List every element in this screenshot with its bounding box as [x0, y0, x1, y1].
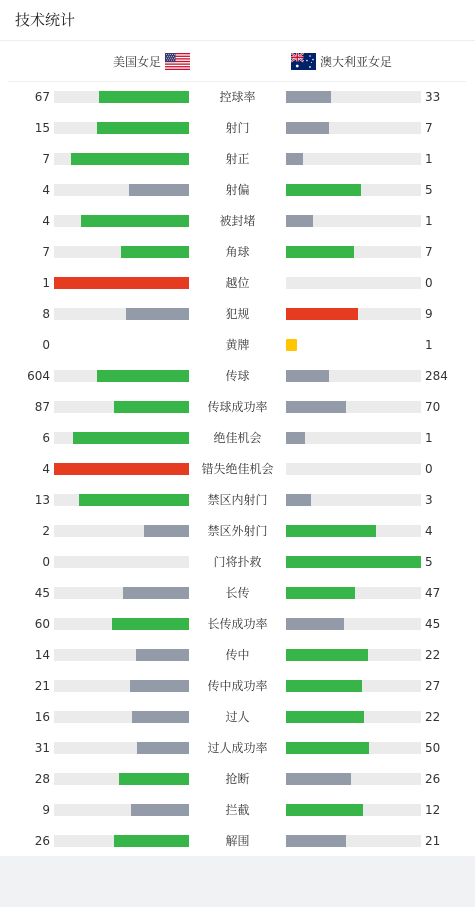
home-stat-fill — [129, 184, 189, 196]
away-stat-fill — [286, 618, 344, 630]
home-stat-fill — [121, 246, 189, 258]
away-stat-value: 1 — [425, 152, 433, 166]
stat-label: 射门 — [225, 121, 250, 135]
stat-row — [0, 329, 475, 360]
stat-label: 传球成功率 — [207, 400, 268, 414]
away-stat-fill — [286, 804, 363, 816]
stat-label: 传中成功率 — [207, 679, 268, 693]
home-stat-bar — [54, 308, 189, 320]
away-stat-value: 1 — [425, 338, 433, 352]
home-stat-value: 2 — [42, 524, 50, 538]
home-stat-bar — [54, 184, 189, 196]
home-stat-value: 28 — [34, 772, 50, 786]
away-stat-value: 1 — [425, 431, 433, 445]
home-stat-fill — [131, 804, 189, 816]
away-stat-value: 22 — [425, 710, 441, 724]
home-stat-value: 7 — [42, 152, 50, 166]
home-stat-bar — [54, 463, 189, 475]
home-stat-value: 4 — [42, 462, 50, 476]
away-stat-value: 7 — [425, 245, 433, 259]
stat-row — [0, 267, 475, 298]
away-stat-fill — [286, 215, 313, 227]
away-stat-fill — [286, 401, 346, 413]
home-stat-bar — [54, 246, 189, 258]
away-stat-bar — [286, 494, 421, 506]
home-stat-fill — [114, 401, 189, 413]
stat-label: 解围 — [225, 834, 250, 848]
stat-label: 控球率 — [219, 90, 256, 104]
home-stat-fill — [97, 122, 189, 134]
away-stat-bar — [286, 153, 421, 165]
stat-row — [0, 825, 475, 856]
away-stat-bar — [286, 184, 421, 196]
away-stat-bar — [286, 587, 421, 599]
away-stat-value: 3 — [425, 493, 433, 507]
stat-label: 越位 — [225, 276, 250, 290]
away-stat-bar — [286, 618, 421, 630]
away-stat-value: 26 — [425, 772, 441, 786]
away-stat-value: 70 — [425, 400, 441, 414]
home-stat-value: 16 — [34, 710, 50, 724]
stat-label: 门将扑救 — [213, 555, 262, 569]
away-stat-fill — [286, 587, 355, 599]
away-stat-value: 21 — [425, 834, 441, 848]
stat-row — [0, 143, 475, 174]
stat-label: 错失绝佳机会 — [201, 462, 274, 476]
away-stat-bar — [286, 463, 421, 475]
home-stat-bar — [54, 649, 189, 661]
teams-header — [0, 48, 475, 74]
away-team — [291, 48, 392, 74]
home-stat-bar — [54, 773, 189, 785]
stat-row — [0, 81, 475, 112]
home-stat-value: 14 — [34, 648, 50, 662]
away-stat-value: 50 — [425, 741, 441, 755]
away-stat-bar — [286, 835, 421, 847]
home-stat-fill — [71, 153, 189, 165]
stat-row — [0, 360, 475, 391]
home-team-name: 美国女足 — [112, 54, 161, 69]
home-stat-bar — [54, 618, 189, 630]
stat-row — [0, 112, 475, 143]
stat-row — [0, 174, 475, 205]
away-stat-fill — [286, 835, 346, 847]
home-stat-bar — [54, 804, 189, 816]
home-stat-bar — [54, 432, 189, 444]
usa-flag-icon — [165, 53, 190, 70]
divider — [0, 40, 475, 41]
stat-label: 长传 — [225, 586, 250, 600]
home-stat-bar — [54, 122, 189, 134]
home-stat-fill — [132, 711, 189, 723]
stat-row — [0, 484, 475, 515]
home-stat-value: 67 — [34, 90, 50, 104]
away-stat-value: 5 — [425, 555, 433, 569]
stat-label: 过人 — [225, 710, 250, 724]
home-stat-bar — [54, 587, 189, 599]
away-stat-fill — [286, 680, 362, 692]
away-stat-value: 284 — [425, 369, 448, 383]
stat-label: 禁区内射门 — [207, 493, 268, 507]
home-stat-bar — [54, 835, 189, 847]
stat-row — [0, 205, 475, 236]
home-stat-value: 15 — [34, 121, 50, 135]
home-team — [113, 48, 190, 74]
home-stat-fill — [123, 587, 189, 599]
stat-row — [0, 577, 475, 608]
away-stat-fill — [286, 711, 364, 723]
stat-label: 犯规 — [225, 307, 250, 321]
home-stat-value: 26 — [34, 834, 50, 848]
stat-row — [0, 701, 475, 732]
home-stat-fill — [79, 494, 189, 506]
stat-label: 传中 — [225, 648, 250, 662]
home-stat-bar — [54, 494, 189, 506]
home-stat-value: 87 — [34, 400, 50, 414]
home-stat-value: 8 — [42, 307, 50, 321]
stat-label: 射偏 — [225, 183, 250, 197]
stat-label: 禁区外射门 — [207, 524, 268, 538]
home-stat-bar — [54, 711, 189, 723]
away-stat-bar — [286, 649, 421, 661]
home-stat-value: 21 — [34, 679, 50, 693]
home-stat-value: 13 — [34, 493, 50, 507]
stat-row — [0, 670, 475, 701]
home-stat-fill — [54, 277, 189, 289]
away-stat-bar — [286, 401, 421, 413]
stat-label: 绝佳机会 — [213, 431, 262, 445]
away-stat-bar — [286, 246, 421, 258]
away-stat-value: 12 — [425, 803, 441, 817]
away-stat-fill — [286, 494, 311, 506]
away-stat-bar — [286, 339, 421, 351]
stat-row — [0, 794, 475, 825]
away-stat-bar — [286, 370, 421, 382]
away-stat-value: 9 — [425, 307, 433, 321]
home-stat-fill — [119, 773, 189, 785]
away-stat-bar — [286, 122, 421, 134]
home-stat-fill — [97, 370, 189, 382]
away-stat-value: 0 — [425, 276, 433, 290]
away-stat-value: 22 — [425, 648, 441, 662]
stat-label: 角球 — [225, 245, 250, 259]
stat-row — [0, 546, 475, 577]
away-stat-value: 7 — [425, 121, 433, 135]
home-stat-value: 604 — [27, 369, 50, 383]
stat-row — [0, 391, 475, 422]
away-stat-bar — [286, 277, 421, 289]
away-stat-value: 27 — [425, 679, 441, 693]
home-stat-bar — [54, 339, 189, 351]
away-team-name: 澳大利亚女足 — [320, 54, 393, 69]
home-stat-fill — [130, 680, 189, 692]
home-stat-fill — [114, 835, 189, 847]
away-stat-bar — [286, 804, 421, 816]
away-stat-fill — [286, 773, 351, 785]
stat-label: 过人成功率 — [207, 741, 268, 755]
away-stat-value: 47 — [425, 586, 441, 600]
home-stat-value: 4 — [42, 214, 50, 228]
away-stat-value: 4 — [425, 524, 433, 538]
stat-row — [0, 298, 475, 329]
home-stat-value: 0 — [42, 338, 50, 352]
home-stat-bar — [54, 215, 189, 227]
away-stat-bar — [286, 680, 421, 692]
away-stat-bar — [286, 308, 421, 320]
away-stat-fill — [286, 184, 361, 196]
away-stat-fill — [286, 339, 297, 351]
home-stat-bar — [54, 525, 189, 537]
home-stat-value: 6 — [42, 431, 50, 445]
stat-label: 被封堵 — [219, 214, 256, 228]
home-stat-fill — [54, 463, 189, 475]
away-stat-value: 5 — [425, 183, 433, 197]
home-stat-fill — [112, 618, 189, 630]
away-stat-bar — [286, 91, 421, 103]
stat-row — [0, 732, 475, 763]
stat-label: 黄牌 — [225, 338, 250, 352]
away-stat-value: 1 — [425, 214, 433, 228]
home-stat-fill — [99, 91, 189, 103]
stat-label: 射正 — [225, 152, 250, 166]
home-stat-value: 7 — [42, 245, 50, 259]
away-stat-fill — [286, 122, 329, 134]
away-stat-value: 0 — [425, 462, 433, 476]
home-stat-bar — [54, 556, 189, 568]
home-stat-bar — [54, 680, 189, 692]
stat-row — [0, 763, 475, 794]
home-stat-value: 4 — [42, 183, 50, 197]
away-stat-fill — [286, 525, 376, 537]
stats-list — [0, 81, 475, 856]
away-stat-bar — [286, 215, 421, 227]
away-stat-fill — [286, 91, 331, 103]
stat-row — [0, 453, 475, 484]
home-stat-value: 60 — [34, 617, 50, 631]
home-stat-bar — [54, 401, 189, 413]
away-stat-value: 33 — [425, 90, 441, 104]
away-stat-bar — [286, 556, 421, 568]
home-stat-value: 9 — [42, 803, 50, 817]
away-stat-bar — [286, 432, 421, 444]
home-stat-value: 1 — [42, 276, 50, 290]
away-stat-value: 45 — [425, 617, 441, 631]
home-stat-bar — [54, 742, 189, 754]
away-stat-fill — [286, 153, 303, 165]
home-stat-bar — [54, 91, 189, 103]
home-stat-fill — [126, 308, 189, 320]
away-stat-bar — [286, 773, 421, 785]
stat-label: 长传成功率 — [207, 617, 268, 631]
away-stat-fill — [286, 246, 354, 258]
stat-label: 传球 — [225, 369, 250, 383]
stat-row — [0, 515, 475, 546]
away-stat-fill — [286, 556, 421, 568]
away-stat-bar — [286, 525, 421, 537]
stat-label: 拦截 — [225, 803, 250, 817]
away-stat-fill — [286, 308, 358, 320]
stat-row — [0, 422, 475, 453]
australia-flag-icon — [291, 53, 316, 70]
home-stat-fill — [137, 742, 189, 754]
home-stat-fill — [136, 649, 189, 661]
home-stat-value: 0 — [42, 555, 50, 569]
section-title: 技术统计 — [15, 11, 76, 29]
stat-row — [0, 608, 475, 639]
home-stat-bar — [54, 153, 189, 165]
away-stat-fill — [286, 370, 329, 382]
stat-row — [0, 639, 475, 670]
home-stat-fill — [73, 432, 189, 444]
away-stat-bar — [286, 742, 421, 754]
home-stat-bar — [54, 370, 189, 382]
home-stat-bar — [54, 277, 189, 289]
away-stat-fill — [286, 742, 369, 754]
away-stat-bar — [286, 711, 421, 723]
away-stat-fill — [286, 649, 368, 661]
away-stat-fill — [286, 432, 305, 444]
home-stat-value: 45 — [34, 586, 50, 600]
home-stat-fill — [144, 525, 189, 537]
stat-row — [0, 236, 475, 267]
home-stat-fill — [81, 215, 189, 227]
stat-label: 抢断 — [225, 772, 250, 786]
home-stat-value: 31 — [34, 741, 50, 755]
